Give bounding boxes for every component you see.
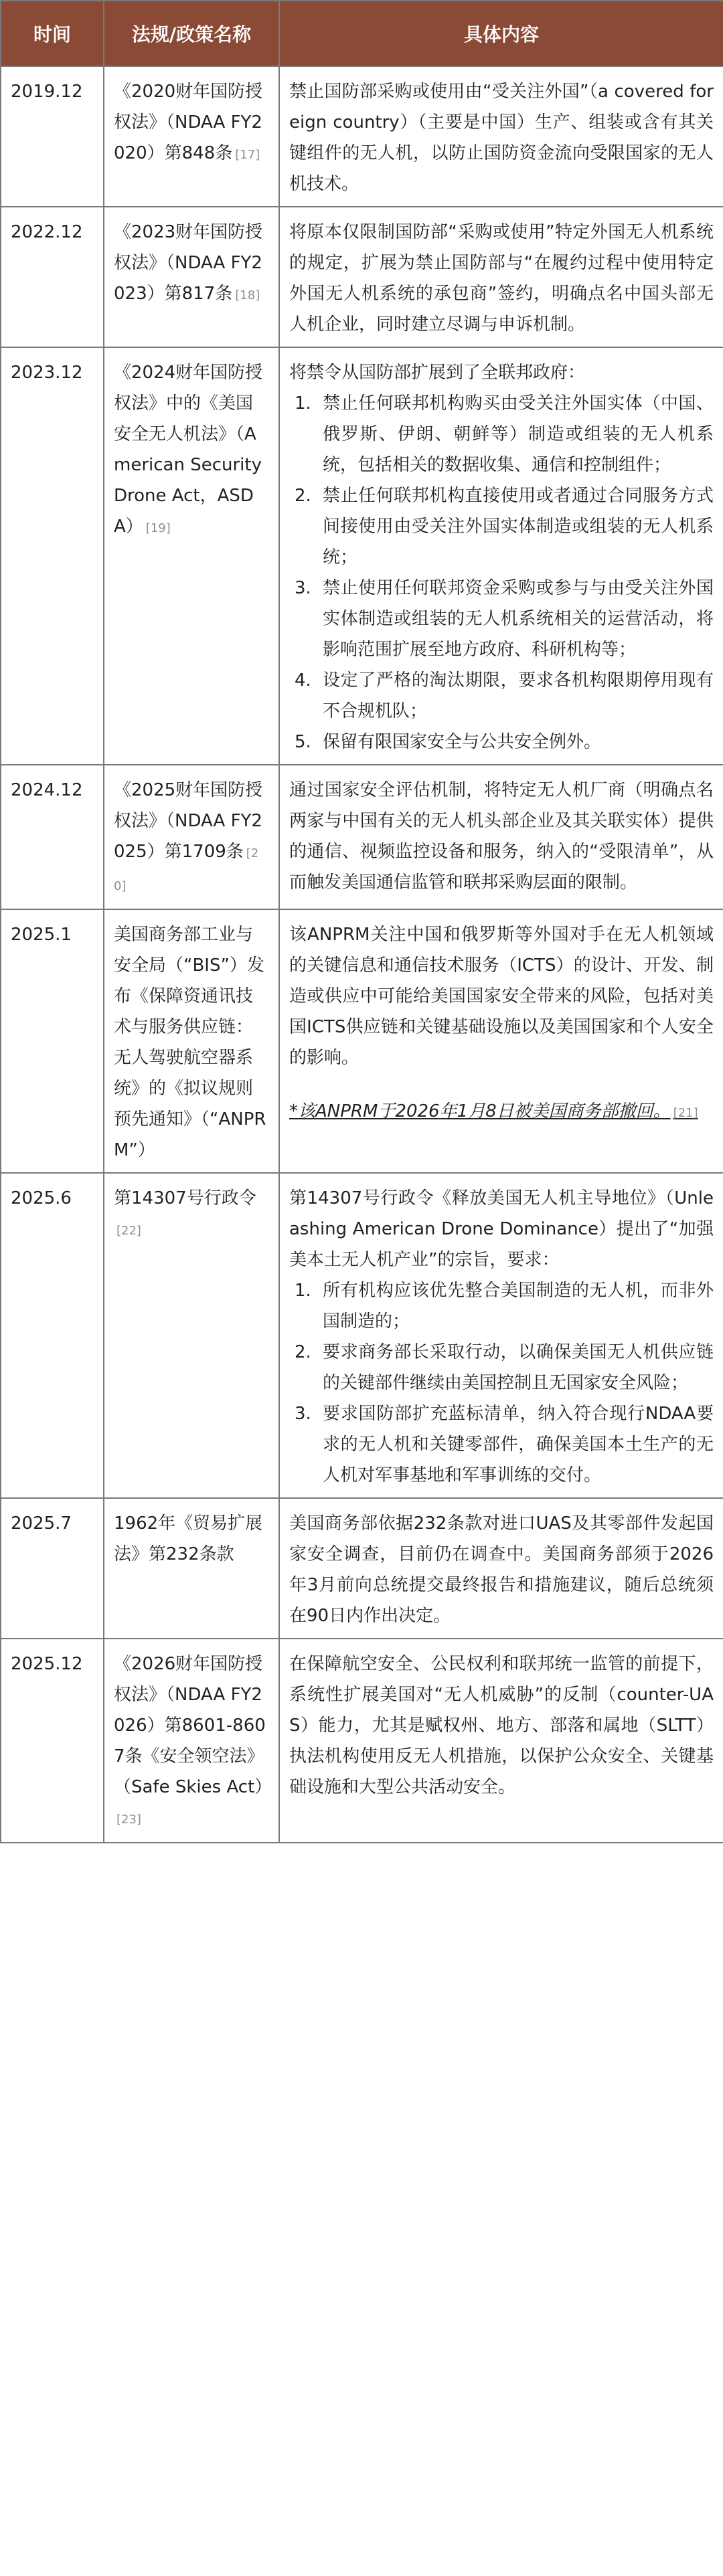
list-item-text: 设定了严格的淘汰期限，要求各机构限期停用现有不合规机队； [323, 670, 714, 721]
cell-content [279, 347, 723, 765]
citation-ref[interactable]: [23] [116, 1813, 141, 1827]
table-row [1, 765, 723, 909]
citation-ref[interactable]: [20] [114, 846, 259, 893]
content-list [289, 1275, 714, 1491]
list-item [289, 1275, 714, 1337]
table-row [1, 207, 723, 347]
law-name-text: 《2025财年国防授权法》（NDAA FY2025）第1709条 [114, 780, 263, 862]
list-item-number: 1. [295, 1281, 311, 1301]
cell-law-name [104, 765, 279, 909]
header-law-name: 法规/政策名称 [104, 1, 279, 66]
list-item-text: 禁止任何联邦机构直接使用或者通过合同服务方式间接使用由受关注外国实体制造或组装的无人机系统； [323, 486, 714, 567]
header-time: 时间 [1, 1, 104, 66]
cell-law-name [104, 1173, 279, 1498]
list-item [289, 727, 714, 757]
cell-law-name [104, 1498, 279, 1639]
list-item [289, 1398, 714, 1491]
citation-ref[interactable]: [19] [145, 521, 171, 535]
cell-time: 2024.12 [1, 765, 104, 909]
law-name-text: 1962年《贸易扩展法》第232条款 [114, 1513, 263, 1564]
content-paragraph: 该ANPRM关注中国和俄罗斯等外国对手在无人机领域的关键信息和通信技术服务（ICTS）的设计、开发、制造或供应中可能给美国国家安全带来的风险，包括对美国ICTS供应链和关键基础设施以及美国国家和个人安全的影响。 [289, 925, 714, 1068]
list-item-number: 3. [295, 578, 311, 598]
cell-content [279, 1639, 723, 1843]
list-item-number: 2. [295, 1342, 311, 1362]
cell-time: 2025.1 [1, 909, 104, 1173]
list-item-text: 所有机构应该优先整合美国制造的无人机，而非外国制造的； [323, 1281, 714, 1331]
cell-time: 2025.6 [1, 1173, 104, 1498]
cell-time: 2025.12 [1, 1639, 104, 1843]
cell-content [279, 1498, 723, 1639]
law-name-text: 《2026财年国防授权法》（NDAA FY2026）第8601-8607条《安全领空法》（Safe Skies Act） [114, 1654, 272, 1797]
list-item-text: 禁止使用任何联邦资金采购或参与与由受关注外国实体制造或组装的无人机系统相关的运营活动，将影响范围扩展至地方政府、科研机构等； [323, 578, 714, 660]
law-name-text: 第14307号行政令 [114, 1188, 256, 1208]
cell-time: 2022.12 [1, 207, 104, 347]
cell-law-name [104, 66, 279, 207]
content-paragraph: 美国商务部依据232条款对进口UAS及其零部件发起国家安全调查，目前仍在调查中。美国商务部须于2026年3月前向总统提交最终报告和措施建议，随后总统须在90日内作出决定。 [289, 1513, 714, 1626]
cell-time: 2023.12 [1, 347, 104, 765]
list-item [289, 388, 714, 480]
cell-content [279, 909, 723, 1173]
list-item [289, 1337, 714, 1398]
cell-law-name [104, 207, 279, 347]
content-paragraph: 通过国家安全评估机制，将特定无人机厂商（明确点名两家与中国有关的无人机头部企业及其关联实体）提供的通信、视频监控设备和服务，纳入的“受限清单”，从而触发美国通信监管和联邦采购层面的限制。 [289, 780, 714, 893]
table-row [1, 909, 723, 1173]
withdrawal-note [289, 1096, 714, 1129]
cell-law-name [104, 1639, 279, 1843]
cell-law-name [104, 347, 279, 765]
list-item-number: 2. [295, 486, 311, 506]
cell-content [279, 1173, 723, 1498]
list-item [289, 665, 714, 727]
table-row [1, 1639, 723, 1843]
list-item-text: 要求国防部扩充蓝标清单，纳入符合现行NDAA要求的无人机和关键零部件，确保美国本土生产的无人机对军事基地和军事训练的交付。 [323, 1404, 714, 1485]
note-text: *该ANPRM于2026年1月8日被美国商务部撤回。 [289, 1101, 671, 1121]
table-row [1, 66, 723, 207]
list-item-number: 1. [295, 393, 311, 413]
list-item-text: 要求商务部长采取行动，以确保美国无人机供应链的关键部件继续由美国控制且无国家安全风险； [323, 1342, 714, 1393]
citation-ref[interactable]: [21] [673, 1106, 698, 1120]
list-item [289, 573, 714, 665]
law-name-text: 《2024财年国防授权法》中的《美国安全无人机法》（American Security Drone Act，ASDA） [114, 363, 263, 537]
cell-content [279, 66, 723, 207]
cell-time: 2025.7 [1, 1498, 104, 1639]
content-intro: 第14307号行政令《释放美国无人机主导地位》（Unleashing American Drone Dominance）提出了“加强美本土无人机产业”的宗旨，要求： [289, 1188, 714, 1270]
content-intro: 将禁令从国防部扩展到了全联邦政府： [289, 363, 586, 383]
list-item-number: 4. [295, 670, 311, 691]
content-paragraph: 将原本仅限制国防部“采购或使用”特定外国无人机系统的规定，扩展为禁止国防部与“在履约过程中使用特定外国无人机系统的承包商”签约，明确点名中国头部无人机企业，同时建立尽调与申诉机制。 [289, 222, 714, 335]
list-item-text: 禁止任何联邦机构购买由受关注外国实体（中国、俄罗斯、伊朗、朝鲜等）制造或组装的无人机系统，包括相关的数据收集、通信和控制组件； [323, 393, 714, 475]
table-row [1, 1173, 723, 1498]
citation-ref[interactable]: [18] [235, 288, 260, 302]
table-header-row [1, 1, 723, 66]
content-paragraph: 禁止国防部采购或使用由“受关注外国”（a covered foreign country）（主要是中国）生产、组装或含有其关键组件的无人机，以防止国防资金流向受限国家的无人机技术。 [289, 82, 714, 194]
cell-law-name [104, 909, 279, 1173]
cell-content [279, 765, 723, 909]
law-name-text: 美国商务部工业与安全局（“BIS”）发布《保障资通讯技术与服务供应链：无人驾驶航空器系统》的《拟议规则预先通知》（“ANPRM”） [114, 925, 266, 1160]
list-item-number: 5. [295, 732, 311, 752]
table-row [1, 347, 723, 765]
cell-content [279, 207, 723, 347]
list-item-number: 3. [295, 1404, 311, 1424]
content-list [289, 388, 714, 757]
content-paragraph: 在保障航空安全、公民权利和联邦统一监管的前提下，系统性扩展美国对“无人机威胁”的反制（counter-UAS）能力，尤其是赋权州、地方、部落和属地（SLTT）执法机构使用反无人机措施，以保护公众安全、关键基础设施和大型公共活动安全。 [289, 1654, 714, 1797]
citation-ref[interactable]: [22] [116, 1224, 141, 1238]
law-name-text: 《2020财年国防授权法》（NDAA FY2020）第848条 [114, 82, 263, 163]
list-item [289, 480, 714, 573]
cell-time: 2019.12 [1, 66, 104, 207]
table-row [1, 1498, 723, 1639]
header-content: 具体内容 [279, 1, 723, 66]
list-item-text: 保留有限国家安全与公共安全例外。 [323, 732, 602, 752]
law-name-text: 《2023财年国防授权法》（NDAA FY2023）第817条 [114, 222, 263, 304]
citation-ref[interactable]: [17] [235, 148, 260, 162]
